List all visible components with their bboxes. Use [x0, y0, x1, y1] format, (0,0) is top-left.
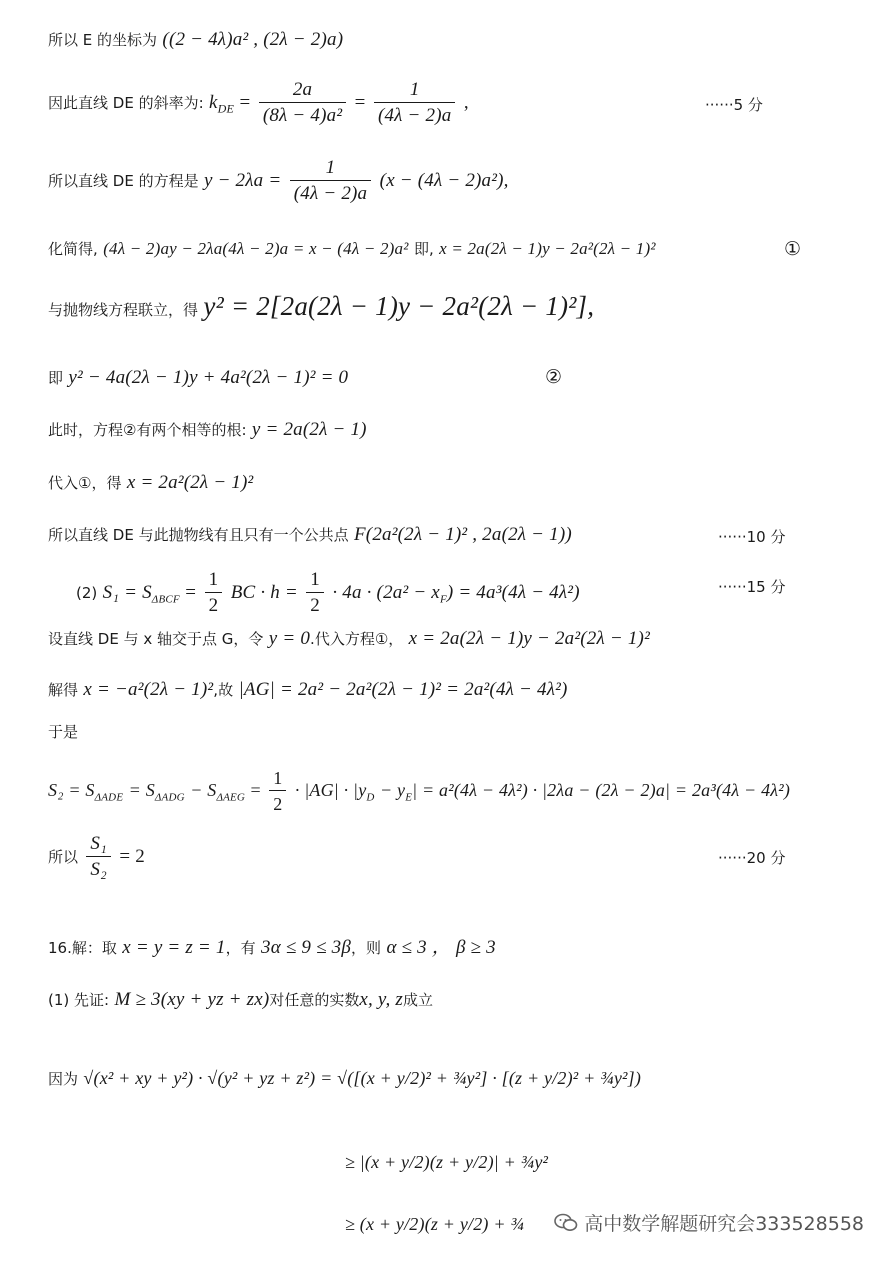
text: 即	[48, 369, 64, 387]
text: 因此直线 DE 的斜率为:	[48, 94, 204, 112]
math: − y	[379, 780, 406, 800]
numerator: 1	[269, 766, 286, 791]
text: 所以	[48, 848, 79, 866]
line-combine-parabola	[48, 291, 595, 322]
numerator: 1	[205, 568, 223, 593]
line-therefore	[48, 720, 78, 744]
math-sub: ΔADE	[94, 791, 124, 804]
fraction	[374, 78, 456, 129]
score-10: ······10 分	[718, 528, 786, 546]
text: 设直线 DE 与 x 轴交于点 G，令	[48, 630, 264, 648]
line-solve-ag	[48, 678, 568, 702]
line-ratio	[48, 832, 145, 883]
line-quadratic	[48, 366, 348, 390]
math: x = 2a(2λ − 1)y − 2a²(2λ − 1)²	[439, 239, 656, 258]
math: y² − 4a(2λ − 1)y + 4a²(2λ − 1)² = 0	[68, 367, 349, 388]
math: y = 2a(2λ − 1)	[251, 419, 367, 440]
text: 化简得,	[48, 240, 98, 258]
denominator: 2	[273, 794, 283, 814]
math-sub: ΔAEG	[216, 791, 246, 804]
denominator: 2	[310, 595, 320, 616]
text: 于是	[48, 723, 79, 741]
line-area-s1	[76, 568, 580, 619]
math-k: k	[209, 92, 218, 113]
text: 对任意的实数	[269, 991, 360, 1009]
marker-1: ①	[784, 238, 802, 260]
text: 所以直线 DE 的方程是	[48, 172, 199, 190]
math: F(2a²(2λ − 1)² , 2a(2λ − 1))	[353, 524, 572, 545]
fraction	[290, 156, 372, 207]
numerator: 1	[374, 78, 456, 103]
line-de-equation	[48, 156, 509, 207]
math: y² = 2[2a(2λ − 1)y − 2a²(2λ − 1)²],	[203, 291, 595, 321]
line-inequality-2	[345, 1212, 524, 1237]
text: ，则	[351, 939, 382, 957]
denominator: (4λ − 2)a	[377, 105, 452, 126]
comma: ,	[463, 92, 469, 113]
math: ≥ (x + y/2)(z + y/2) + ¾	[345, 1214, 525, 1234]
line-equal-roots	[48, 418, 367, 442]
line-e-coordinates	[48, 28, 343, 52]
math: ≥ |(x + y/2)(z + y/2)| + ¾y²	[345, 1152, 549, 1172]
line-because	[48, 1066, 641, 1091]
text: ，有	[225, 939, 256, 957]
math: x = y = z = 1	[122, 937, 226, 958]
watermark-text: 高中数学解题研究会333528558	[584, 1213, 864, 1235]
line-problem-16	[48, 936, 496, 960]
math: y − 2λa =	[203, 170, 282, 191]
math-eq: =	[354, 92, 366, 113]
math: · 4a · (2a² − x	[332, 582, 440, 603]
math: x, y, z	[359, 989, 403, 1010]
score-5: ······5 分	[705, 96, 763, 114]
math: BC · h =	[230, 582, 298, 603]
math: S₁ = S	[102, 582, 152, 603]
denominator: (8λ − 4)a²	[262, 105, 343, 126]
math: =	[185, 582, 197, 603]
text: 成立	[403, 991, 434, 1009]
text: (2)	[76, 584, 98, 602]
line-area-s2	[48, 766, 790, 817]
fraction	[269, 766, 286, 817]
math: (x − (4λ − 2)a²),	[379, 170, 509, 191]
math-k-sub: DE	[217, 101, 235, 116]
fraction	[259, 78, 346, 129]
math: α ≤ 3 ， β ≥ 3	[386, 937, 496, 958]
text: 因为	[48, 1070, 79, 1088]
math: 3α ≤ 9 ≤ 3β	[261, 937, 352, 958]
wechat-icon	[554, 1213, 578, 1233]
math: ) = 4a³(4λ − 4λ²)	[446, 582, 580, 603]
line-inequality-1	[345, 1150, 548, 1175]
math: − S	[190, 780, 217, 800]
text: 代入①，得	[48, 474, 122, 492]
math: S₂ = S	[48, 780, 95, 800]
text: 与抛物线方程联立，得	[48, 301, 199, 319]
line-slope-de	[48, 78, 469, 129]
math-sub: F	[439, 593, 447, 606]
math: x = −a²(2λ − 1)²	[83, 679, 214, 700]
numerator: 2a	[259, 78, 346, 103]
text: 所以 E 的坐标为	[48, 31, 158, 49]
math: = 2	[119, 846, 145, 867]
fraction	[306, 568, 324, 619]
denominator: S₂	[90, 859, 107, 880]
math: ((2 − 4λ)a² , (2λ − 2)a)	[162, 29, 344, 50]
denominator: 2	[208, 595, 219, 616]
math: | = a²(4λ − 4λ²) · |2λa − (2λ − 2)a| = 2a³(4λ − 4λ²)	[412, 780, 791, 800]
math: M ≥ 3(xy + yz + zx)	[114, 989, 270, 1010]
math: √(x² + xy + y²) · √(y² + yz + z²) = √([(x + y/2)² + ¾y²] · [(z + y/2)² + ¾y²])	[83, 1068, 642, 1088]
text: (1) 先证:	[48, 991, 110, 1009]
text: ,故	[213, 681, 234, 699]
line-first-prove	[48, 988, 433, 1012]
text: .代入方程①，	[310, 630, 404, 648]
text: 解得	[48, 681, 79, 699]
text: 此时，方程②有两个相等的根:	[48, 421, 247, 439]
line-substitute	[48, 471, 253, 495]
line-point-g	[48, 627, 650, 651]
math-sub: ΔBCF	[151, 593, 180, 606]
numerator: 1	[290, 156, 372, 181]
math-eq: =	[239, 92, 251, 113]
denominator: (4λ − 2)a	[293, 183, 368, 204]
math: x = 2a²(2λ − 1)²	[126, 472, 254, 493]
text: 16.解：取	[48, 939, 117, 957]
watermark	[554, 1209, 864, 1236]
math-sub: ΔADG	[154, 791, 185, 804]
fraction	[86, 832, 111, 883]
math: =	[250, 780, 261, 800]
line-common-point	[48, 523, 572, 547]
numerator: S₁	[86, 832, 111, 857]
math: = S	[128, 780, 155, 800]
fraction	[205, 568, 223, 619]
math: y = 0	[268, 628, 311, 649]
math-sub: E	[405, 791, 413, 804]
math: |AG| = 2a² − 2a²(2λ − 1)² = 2a²(4λ − 4λ²)	[238, 679, 568, 700]
marker-2: ②	[545, 366, 563, 388]
score-20: ······20 分	[718, 849, 786, 867]
math: · |AG| · |y	[294, 780, 367, 800]
line-simplify	[48, 237, 656, 261]
score-15: ······15 分	[718, 578, 786, 596]
math: x = 2a(2λ − 1)y − 2a²(2λ − 1)²	[408, 628, 650, 649]
numerator: 1	[306, 568, 324, 593]
math: (4λ − 2)ay − 2λa(4λ − 2)a = x − (4λ − 2)a²	[103, 239, 409, 258]
math-sub: D	[366, 791, 375, 804]
text: 即,	[413, 240, 434, 258]
text: 所以直线 DE 与此抛物线有且只有一个公共点	[48, 526, 349, 544]
